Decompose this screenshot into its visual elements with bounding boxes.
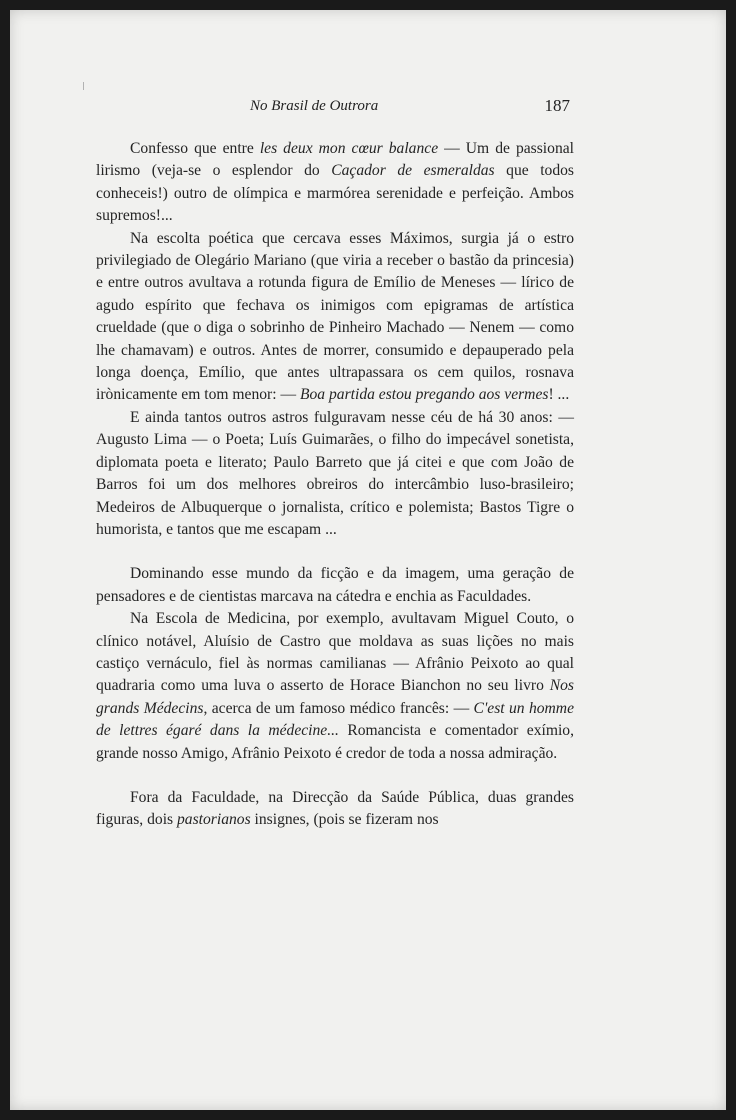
italic-text: Boa partida estou pregando aos vermes xyxy=(299,386,549,404)
text-run: que todos conheceis!) outro de olímpica e marmórea serenidade e perfeição. Ambos supremos!... xyxy=(96,162,574,225)
italic-text: Nos grands Médecins xyxy=(96,677,574,717)
text-run: Confesso que entre xyxy=(130,140,260,157)
page-header xyxy=(100,98,570,122)
text-run: Na Escola de Medicina, por exemplo, avultavam Miguel Couto, o clínico notável, Aluísio de Castro que moldava as suas lições no mais castiço vernáculo, fiel às normas camilianas — Afrânio Peixoto ao qual quadraria como uma luva o asserto de Horace Bianchon no seu livro xyxy=(96,610,574,695)
paragraph-6 xyxy=(96,787,574,832)
margin-mark xyxy=(83,82,84,90)
text-run: Na escolta poética que cercava esses Máximos, surgia já o estro privilegiado de Olegário Mariano (que viria a receber o bastão da princesia) e entre outros avultava a rotunda figura de Emílio de Meneses — lírico de agudo espírito que fechava os inimigos com epigramas de artística crueldade (que o diga o sobrinho de Pinheiro Machado — Nenem — como lhe chamavam) e outros. Antes de morrer, consumido e depauperado pela longa doença, Emílio, que antes ultrapassara os cem quilos, rosnava irònicamente em tom menor: — xyxy=(96,229,574,404)
book-page xyxy=(10,10,726,1110)
paragraph-3 xyxy=(96,407,574,541)
text-run: Romancista e comentador exímio, grande nosso Amigo, Afrânio Peixoto é credor de toda a nossa admiração. xyxy=(96,722,574,762)
paragraph-1 xyxy=(96,138,574,228)
text-run: , acerca de um famoso médico francês: — xyxy=(203,699,474,717)
paragraph-2 xyxy=(96,228,574,407)
text-run: E ainda tantos outros astros fulguravam nesse céu de há 30 anos: — Augusto Lima — o Poeta; Luís Guimarães, o filho do impecável sonetista, diplomata poeta e literato; Paulo Barreto que já citei e que com João de Barros foi um dos melhores obreiros do intercâmbio luso-brasileiro; Medeiros de Albuquerque o jornalista, crítico e polemista; Bastos Tigre o humorista, e tantos que me escapam ... xyxy=(96,408,574,538)
text-run: ! ... xyxy=(548,386,570,404)
italic-text: C'est un homme de lettres égaré dans la médecine... xyxy=(96,699,574,740)
body-text xyxy=(96,138,574,832)
text-run: Fora da Faculdade, na Direcção da Saúde Pública, duas grandes figuras, dois xyxy=(96,788,574,829)
italic-text: pastorianos xyxy=(177,811,251,829)
page-number: 187 xyxy=(544,96,570,115)
text-run: — Um de passional lirismo (veja-se o esplendor do xyxy=(96,140,574,180)
paragraph-4 xyxy=(96,563,574,608)
paragraph-5 xyxy=(96,608,574,765)
running-title: No Brasil de Outrora xyxy=(250,98,379,114)
italic-text: les deux mon cœur balance xyxy=(259,140,439,157)
text-run: Dominando esse mundo da ficção e da imagem, uma geração de pensadores e de cientistas marcava na cátedra e enchia as Faculdades. xyxy=(96,565,574,605)
italic-text: Caçador de esmeraldas xyxy=(331,162,495,180)
text-run: insignes, (pois se fizeram nos xyxy=(250,811,439,829)
